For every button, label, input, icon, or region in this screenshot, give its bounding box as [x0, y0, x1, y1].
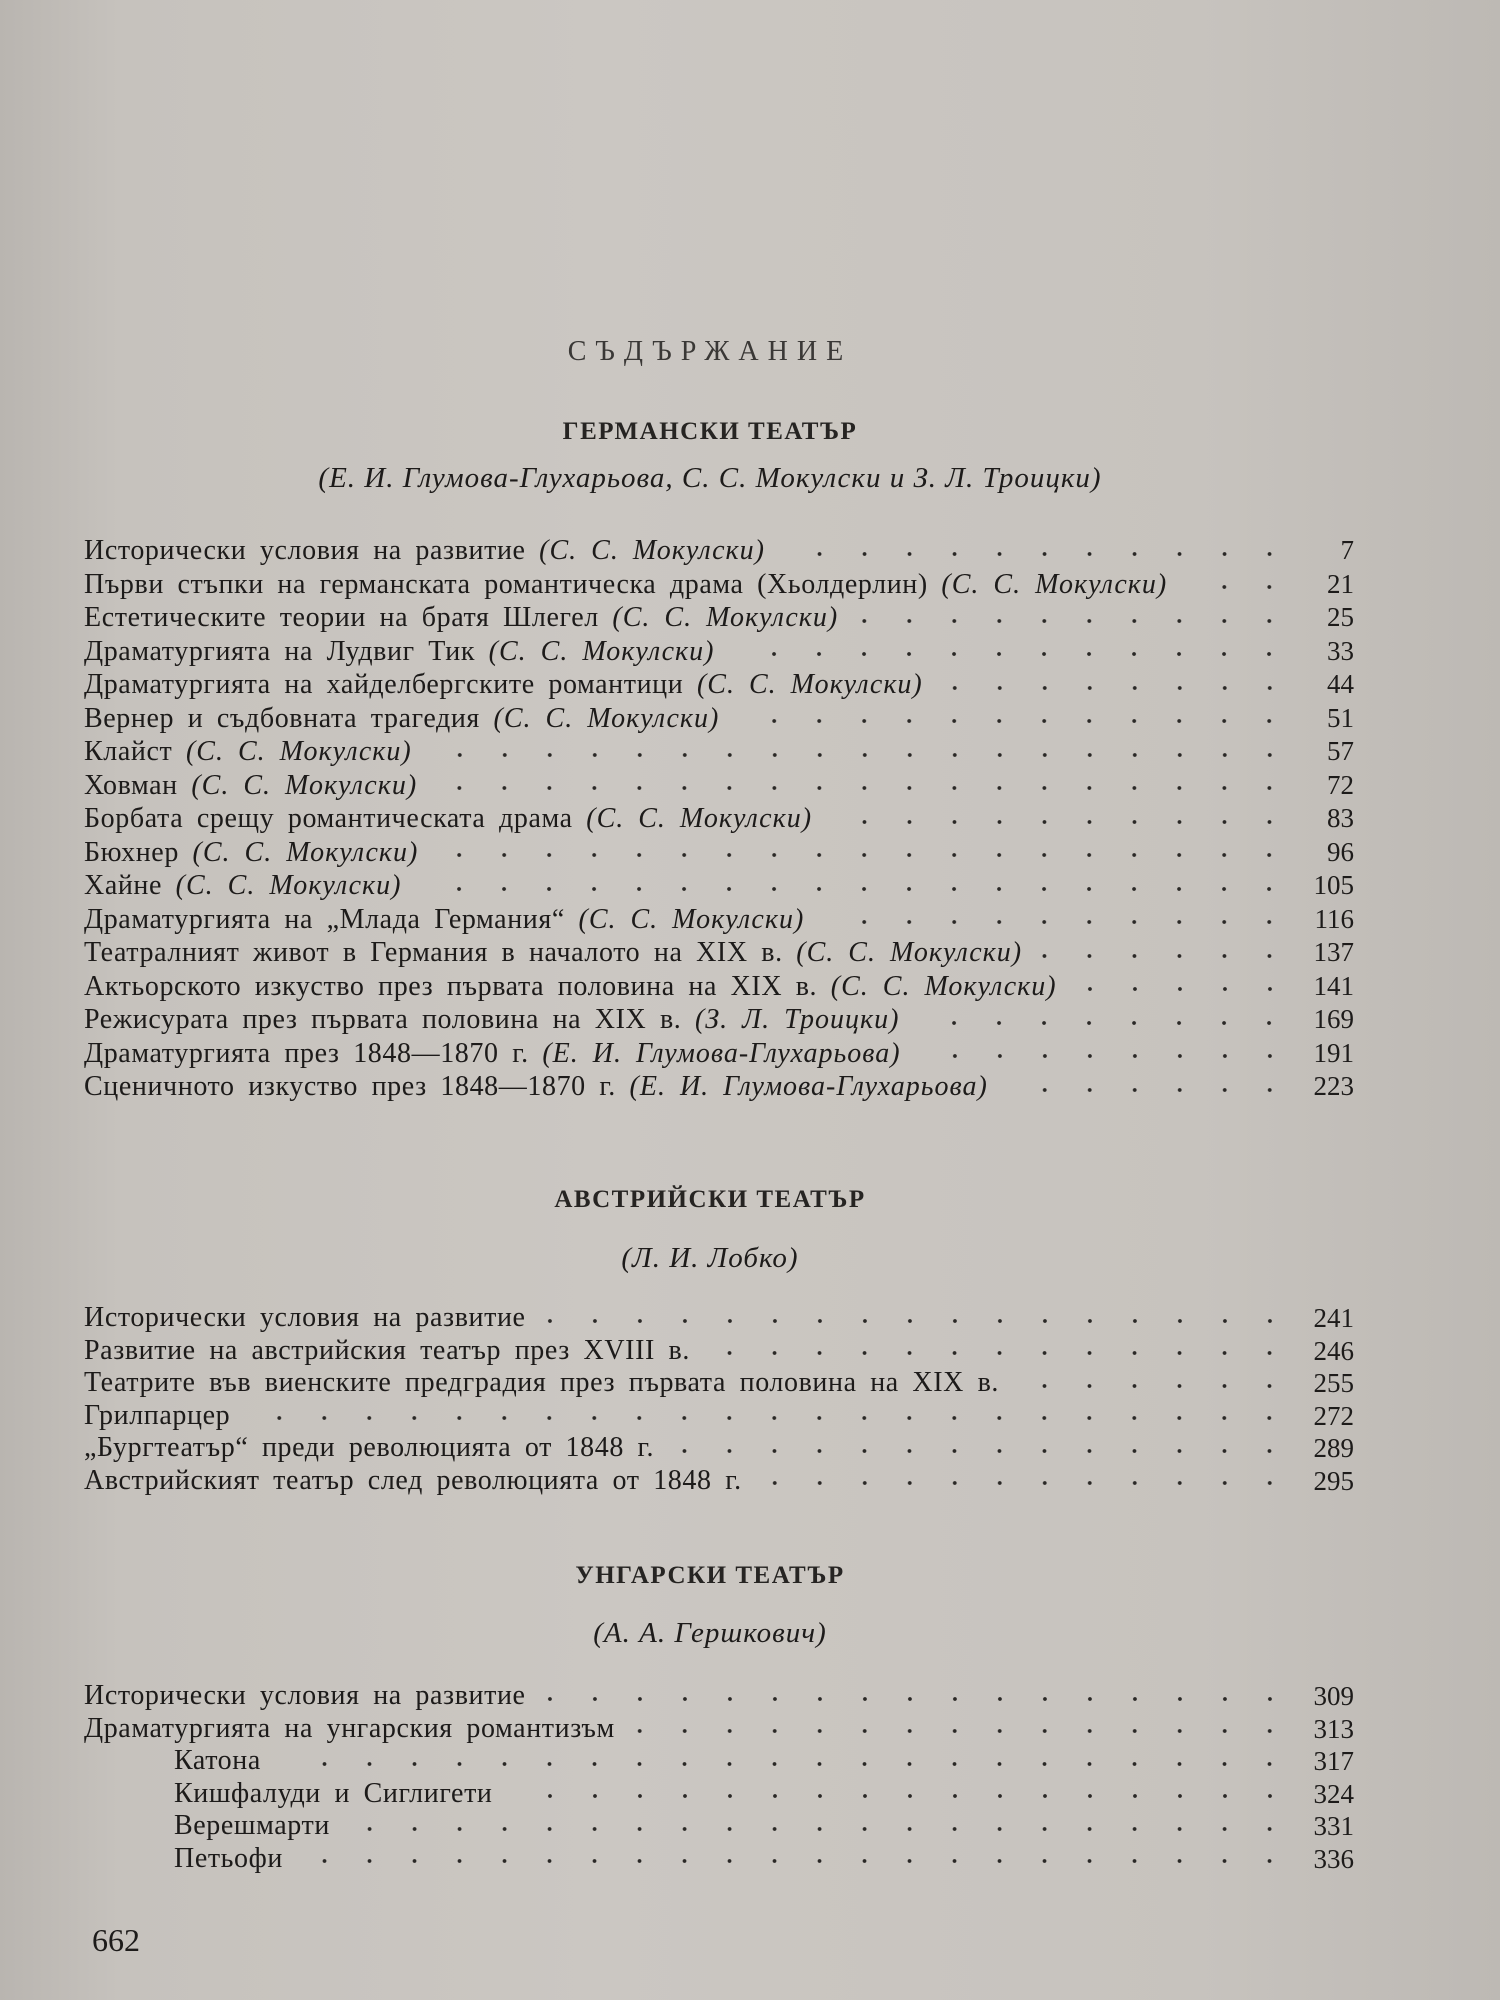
toc-entry-text — [84, 769, 417, 803]
toc-entry-text — [84, 1367, 999, 1400]
toc-entry — [84, 869, 1354, 903]
toc-entry-page: 169 — [1313, 1004, 1354, 1034]
toc-entry-text — [84, 802, 812, 836]
toc-entry-page: 72 — [1327, 769, 1354, 800]
toc-entry — [84, 635, 1354, 669]
toc-entry-page: 313 — [1313, 1713, 1354, 1744]
contents-title: СЪДЪРЖАНИЕ — [567, 336, 853, 367]
dot-leader — [1017, 1381, 1292, 1391]
toc-entry — [84, 903, 1354, 937]
toc-entry-page: 7 — [1340, 535, 1354, 565]
toc-entry-text — [84, 702, 719, 736]
toc-list-austrian — [84, 1302, 1354, 1497]
toc-entry-title: „Бургтеатър“ преди революцията от 1848 г. — [84, 1432, 655, 1463]
toc-entry-text — [84, 1003, 899, 1037]
toc-entry-title: Верешмарти — [174, 1810, 330, 1841]
toc-entry-page: 96 — [1327, 836, 1354, 867]
dot-leader — [1040, 951, 1292, 961]
toc-entry-text — [84, 1680, 526, 1713]
toc-entry-page: 44 — [1327, 669, 1354, 699]
toc-entry-page: 137 — [1313, 937, 1354, 967]
toc-entry — [84, 568, 1354, 602]
toc-entry-page: 295 — [1313, 1465, 1354, 1496]
toc-entry-page: 83 — [1327, 803, 1354, 833]
toc-entry-title: Грилпарцер — [84, 1399, 231, 1431]
toc-entry — [84, 702, 1354, 736]
toc-entry-title: Драматургията на Лудвиг Тик — [84, 635, 476, 667]
toc-entry-page: 105 — [1313, 870, 1354, 900]
section-authors-austrian: (Л. И. Лобко) — [621, 1242, 799, 1274]
toc-entry-text — [84, 1037, 901, 1071]
toc-entry — [84, 1003, 1354, 1037]
toc-entry — [84, 1400, 1354, 1433]
toc-entry — [84, 601, 1354, 635]
toc-entry-author: (С. С. Мокулски) — [185, 736, 412, 767]
toc-entry-author: (С. С. Мокулски) — [488, 635, 715, 667]
toc-entry — [84, 735, 1354, 769]
toc-entry — [84, 769, 1354, 803]
toc-entry — [84, 1302, 1354, 1335]
toc-entry-title: Актьорското изкуство през първата половина на XIX в. — [84, 970, 818, 1002]
page-number: 662 — [92, 1922, 140, 1958]
dot-leader — [737, 716, 1292, 726]
toc-entry-author: (С. С. Мокулски) — [941, 568, 1168, 600]
section-heading-austrian: АВСТРИЙСКИ ТЕАТЪР — [554, 1186, 866, 1213]
toc-entry-page: 272 — [1313, 1400, 1354, 1431]
toc-entry-page: 331 — [1313, 1811, 1354, 1841]
toc-entry — [84, 1810, 1354, 1843]
toc-entry-text — [84, 970, 1057, 1004]
toc-entry-author: (С. С. Мокулски) — [796, 937, 1023, 968]
dot-leader — [708, 1348, 1292, 1358]
toc-entry-page: 21 — [1327, 568, 1354, 599]
toc-entry-page: 309 — [1313, 1681, 1354, 1711]
dot-leader — [419, 884, 1292, 894]
toc-entry-text — [84, 936, 1022, 970]
toc-entry-page: 51 — [1327, 702, 1354, 733]
dot-leader — [511, 1791, 1292, 1801]
toc-entry-title: Кишфалуди и Сиглигети — [174, 1777, 493, 1809]
toc-entry-text — [84, 1400, 230, 1433]
toc-entry-author: (С. С. Мокулски) — [612, 602, 839, 633]
toc-entry-text — [84, 1713, 615, 1746]
toc-entry-page: 255 — [1313, 1368, 1354, 1398]
dot-leader — [436, 850, 1292, 860]
toc-entry-author: (С. С. Мокулски) — [830, 970, 1057, 1002]
toc-entry-author: (С. С. Мокулски) — [578, 903, 805, 935]
dot-leader — [672, 1446, 1292, 1456]
toc-entry-text — [84, 836, 418, 870]
section-heading-hungarian: УНГАРСКИ ТЕАТЪР — [575, 1562, 845, 1589]
toc-entry — [84, 1465, 1354, 1498]
toc-entry-title: Драматургията на хайделбергските романтици — [84, 669, 684, 700]
toc-entry-title: Бюхнер — [84, 836, 179, 868]
toc-entry-text — [174, 1843, 283, 1876]
toc-entry — [84, 1843, 1354, 1876]
toc-entry-page: 116 — [1314, 903, 1354, 934]
dot-leader — [783, 549, 1292, 559]
toc-entry-page: 57 — [1327, 736, 1354, 766]
toc-entry-author: (Е. И. Глумова-Глухарьова) — [629, 1071, 988, 1102]
toc-entry-page: 336 — [1313, 1843, 1354, 1874]
toc-entry-title: Исторически условия на развитие — [84, 1680, 526, 1711]
toc-entry-text — [84, 1302, 526, 1335]
toc-entry-title: Драматургията през 1848—1870 г. — [84, 1037, 529, 1069]
toc-entry-page: 25 — [1327, 602, 1354, 632]
dot-leader — [544, 1694, 1292, 1704]
dot-leader — [544, 1316, 1292, 1326]
toc-entry-title: Борбата срещу романтическата драма — [84, 803, 573, 834]
toc-entry-author: (З. Л. Троицки) — [694, 1004, 900, 1035]
toc-entry-text — [174, 1778, 493, 1811]
toc-entry-text — [84, 903, 804, 937]
dot-leader — [760, 1478, 1292, 1488]
toc-entry-text — [84, 735, 412, 769]
section-heading-german: ГЕРМАНСКИ ТЕАТЪР — [562, 418, 858, 445]
toc-entry-text — [84, 1432, 654, 1465]
toc-entry-title: Първи стъпки на германската романтическа драма (Хьолдерлин) — [84, 568, 928, 600]
dot-leader — [1006, 1085, 1292, 1095]
toc-entry-title: Петьофи — [174, 1842, 283, 1874]
dot-leader — [732, 649, 1292, 659]
toc-entry-title: Вернер и съдбовната трагедия — [84, 702, 480, 734]
toc-entry-page: 223 — [1313, 1071, 1354, 1101]
toc-entry-title: Театралният живот в Германия в началото на XIX в. — [84, 937, 783, 968]
toc-entry — [84, 1745, 1354, 1778]
toc-entry — [84, 1778, 1354, 1811]
toc-entry — [84, 1037, 1354, 1071]
toc-entry-title: Развитие на австрийския театър през XVIII в. — [84, 1334, 690, 1366]
toc-entry — [84, 1713, 1354, 1746]
dot-leader — [435, 783, 1292, 793]
toc-entry-text — [84, 869, 401, 903]
toc-entry-title: Катона — [174, 1745, 261, 1776]
toc-entry-text — [174, 1810, 330, 1843]
dot-leader — [430, 750, 1292, 760]
dot-leader — [1075, 984, 1292, 994]
toc-entry-text — [84, 568, 1167, 602]
toc-entry — [84, 1335, 1354, 1368]
toc-list-german — [84, 534, 1354, 1104]
toc-entry-page: 246 — [1313, 1335, 1354, 1366]
toc-entry-author: (С. С. Мокулски) — [586, 803, 813, 834]
toc-list-hungarian — [84, 1680, 1354, 1875]
dot-leader — [301, 1856, 1292, 1866]
dot-leader — [1185, 582, 1292, 592]
toc-entry-text — [84, 1465, 742, 1498]
toc-entry-title: Ховман — [84, 769, 178, 801]
toc-entry-text — [174, 1745, 264, 1778]
toc-entry-title: Естетическите теории на братя Шлегел — [84, 602, 599, 633]
toc-entry-page: 141 — [1313, 970, 1354, 1001]
toc-entry-title: Театрите във виенските предградия през първата половина на XIX в. — [84, 1367, 1000, 1398]
dot-leader — [248, 1413, 1292, 1423]
section-authors-hungarian: (А. А. Гершкович) — [593, 1617, 827, 1649]
toc-entry-title: Исторически условия на развитие — [84, 535, 526, 566]
dot-leader — [917, 1018, 1292, 1028]
toc-entry — [84, 802, 1354, 836]
toc-entry-title: Сценичното изкуство през 1848—1870 г. — [84, 1071, 616, 1102]
dot-leader — [830, 817, 1292, 827]
toc-entry-page: 33 — [1327, 635, 1354, 666]
toc-entry-text — [84, 601, 838, 635]
dot-leader — [282, 1759, 1292, 1769]
dot-leader — [822, 917, 1292, 927]
toc-entry-author: (С. С. Мокулски) — [696, 669, 923, 700]
toc-entry-title: Режисурата през първата половина на XIX в. — [84, 1004, 682, 1035]
toc-entry — [84, 1367, 1354, 1400]
toc-entry — [84, 1070, 1354, 1104]
toc-entry-text — [84, 1070, 988, 1104]
toc-entry — [84, 970, 1354, 1004]
toc-entry-author: (С. С. Мокулски) — [493, 702, 720, 734]
toc-entry — [84, 1680, 1354, 1713]
toc-entry-title: Хайне — [84, 870, 163, 901]
toc-entry-text — [84, 534, 765, 568]
dot-leader — [856, 616, 1292, 626]
toc-entry — [84, 668, 1354, 702]
toc-entry-page: 191 — [1313, 1037, 1354, 1068]
section-authors-german: (Е. И. Глумова-Глухарьова, С. С. Мокулски и З. Л. Троицки) — [318, 462, 1102, 494]
dot-leader — [941, 683, 1292, 693]
toc-entry-title: Драматургията на „Млада Германия“ — [84, 903, 565, 935]
dot-leader — [633, 1726, 1292, 1736]
dot-leader — [348, 1824, 1292, 1834]
toc-entry-page: 317 — [1313, 1746, 1354, 1776]
toc-entry-page: 324 — [1313, 1778, 1354, 1809]
toc-entry — [84, 1432, 1354, 1465]
toc-entry-author: (С. С. Мокулски) — [191, 769, 418, 801]
toc-entry — [84, 534, 1354, 568]
toc-entry-page: 289 — [1313, 1433, 1354, 1463]
toc-entry-page: 241 — [1313, 1303, 1354, 1333]
toc-entry-title: Исторически условия на развитие — [84, 1302, 526, 1333]
toc-entry — [84, 836, 1354, 870]
toc-entry-text — [84, 635, 714, 669]
toc-entry-author: (С. С. Мокулски) — [192, 836, 419, 868]
toc-entry-text — [84, 668, 923, 702]
toc-entry-text — [84, 1335, 690, 1368]
toc-entry-title: Австрийският театър след революцията от 1848 г. — [84, 1464, 742, 1496]
toc-entry — [84, 936, 1354, 970]
toc-entry-title: Клайст — [84, 736, 173, 767]
toc-entry-author: (Е. И. Глумова-Глухарьова) — [542, 1037, 901, 1069]
toc-entry-author: (С. С. Мокулски) — [539, 535, 765, 566]
toc-entry-author: (С. С. Мокулски) — [175, 870, 402, 901]
toc-entry-title: Драматургията на унгарския романтизъм — [84, 1712, 615, 1744]
dot-leader — [919, 1051, 1292, 1061]
